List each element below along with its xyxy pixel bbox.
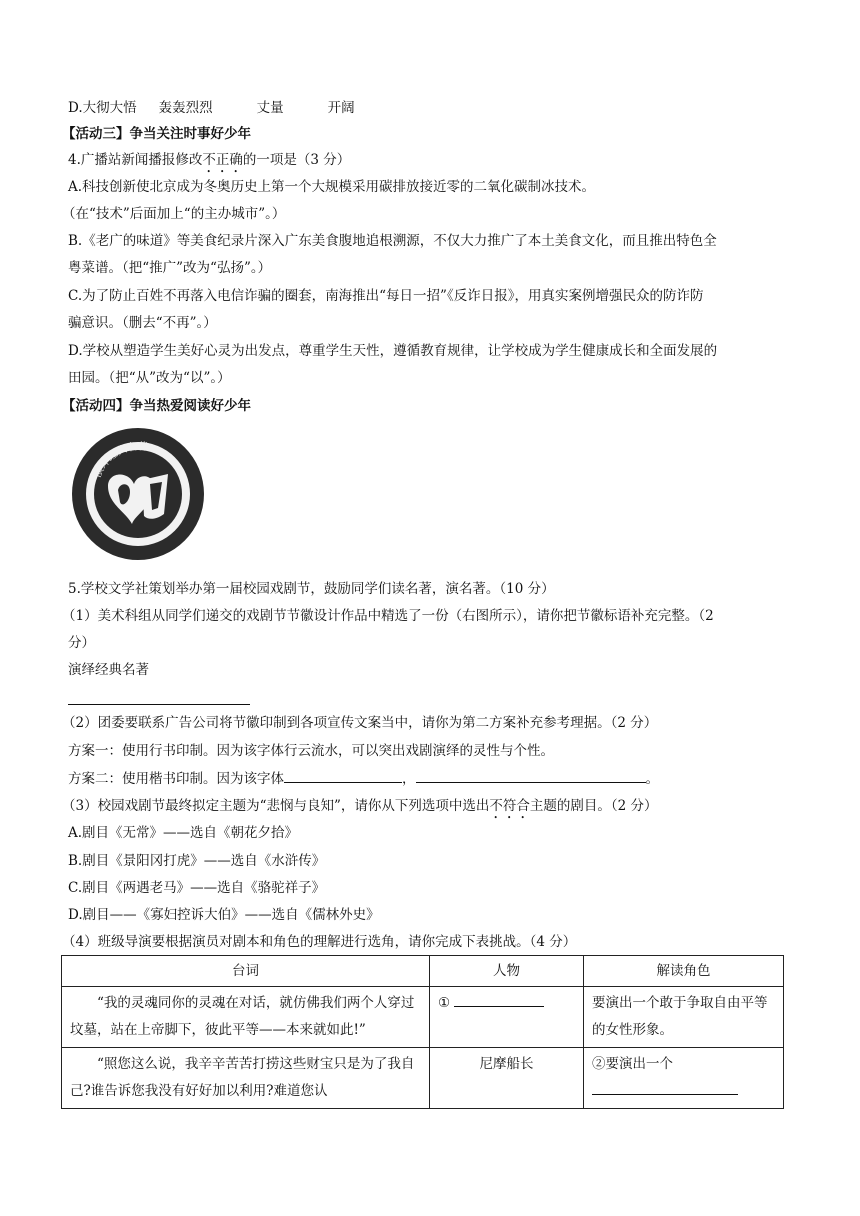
casting-table — [61, 955, 784, 1109]
q3-option-d-word1: 轰轰烈烈 — [158, 100, 213, 116]
q5-option-b: B.剧目《景阳冈打虎》——选自《水浒传》 — [68, 853, 326, 869]
row1-person-blank[interactable] — [454, 992, 544, 1007]
plan-two-end: 。 — [645, 771, 659, 787]
q5-part4: （4）班级导演要根据演员对剧本和角色的理解进行选角，请你完成下表挑战。（4 分） — [62, 934, 577, 950]
q4-stem-score: 的一项是（3 分） — [242, 152, 351, 168]
header-person: 人物 — [430, 956, 584, 987]
emblem-ring-text: 演绎经典名著 — [92, 441, 148, 480]
q5-part3-score: 主题的剧目。（2 分） — [529, 798, 658, 814]
plan-two — [68, 768, 659, 789]
q4-stem — [68, 150, 350, 176]
slogan-answer-blank[interactable] — [68, 704, 250, 705]
plan-two-blank-1[interactable] — [284, 768, 402, 783]
row2-person: 尼摩船长 — [430, 1048, 584, 1109]
table-row — [62, 1048, 784, 1109]
row2-role-blank[interactable] — [592, 1080, 738, 1095]
q4-stem-emphasis: 不正确 — [202, 152, 243, 168]
q4-option-c-cont: 骗意识。（删去“不再”。） — [68, 315, 217, 331]
q3-option-d-prefix: D.大彻大悟 — [68, 100, 137, 116]
q4-stem-text: 4.广播站新闻播报修改 — [68, 152, 203, 168]
row2-line: “照您这么说，我辛辛苦苦打捞这些财宝只是为了我自己?谁告诉您我没有好好加以利用?难道您认 — [62, 1048, 430, 1109]
plan-two-comma: ， — [402, 771, 416, 787]
table-row — [62, 987, 784, 1048]
row2-role — [584, 1048, 784, 1109]
q4-option-b-cont: 粤菜谱。（把“推广”改为“弘扬”。） — [68, 260, 272, 276]
q5-option-c: C.剧目《两遇老马》——选自《骆驼祥子》 — [68, 880, 326, 896]
row2-role-mark: ②要演出一个 — [592, 1056, 673, 1072]
q4-option-c: C.为了防止百姓不再落入电信诈骗的圈套，南海推出“每日一招”《反诈日报》，用真实案例增强民众的防诈防 — [68, 288, 704, 304]
activity3-heading: 【活动三】争当关注时事好少年 — [62, 126, 251, 142]
plan-one: 方案一：使用行书印制。因为该字体行云流水，可以突出戏剧演绎的灵性与个性。 — [68, 743, 554, 759]
q4-option-a-fix: （在“技术”后面加上“的主办城市”。） — [62, 206, 286, 222]
q5-part3-text: （3）校园戏剧节最终拟定主题为“悲悯与良知”，请你从下列选项中选出 — [62, 798, 490, 814]
activity4-heading: 【活动四】争当热爱阅读好少年 — [62, 398, 251, 414]
q3-option-d — [68, 98, 355, 118]
row1-role: 要演出一个敢于争取自由平等的女性形象。 — [584, 987, 784, 1048]
plan-two-text: 方案二：使用楷书印制。因为该字体 — [68, 771, 284, 787]
q5-part1-cont: 分） — [68, 635, 95, 651]
q5-part3-emphasis: 不符合 — [489, 798, 530, 814]
plan-two-blank-2[interactable] — [416, 768, 646, 783]
q5-stem: 5.学校文学社策划举办第一届校园戏剧节，鼓励同学们读名著，演名著。（10 分） — [68, 581, 555, 597]
q5-part2: （2）团委要联系广告公司将节徽印制到各项宣传文案当中，请你为第二方案补充参考理据。（2 分） — [62, 715, 658, 731]
q3-option-d-word3: 开阔 — [327, 100, 355, 116]
drama-festival-emblem-icon — [68, 424, 208, 562]
row1-line: “我的灵魂同你的灵魂在对话，就仿佛我们两个人穿过坟墓，站在上帝脚下，彼此平等——本来就如此!” — [62, 987, 430, 1048]
table-header-row — [62, 956, 784, 987]
q4-option-d: D.学校从塑造学生美好心灵为出发点，尊重学生天性，遵循教育规律，让学校成为学生健康成长和全面发展的 — [68, 343, 718, 359]
q4-option-b: B.《老广的味道》等美食纪录片深入广东美食腹地追根溯源，不仅大力推广了本土美食文化，而且推出特色全 — [68, 233, 717, 249]
q5-option-a: A.剧目《无常》——选自《朝花夕拾》 — [68, 825, 299, 841]
row1-person-mark: ① — [438, 995, 451, 1011]
q5-part1-answer-start: 演绎经典名著 — [68, 662, 149, 678]
q4-option-d-cont: 田园。（把“从”改为“以”。） — [68, 370, 231, 386]
q3-option-d-word2: 丈量 — [256, 100, 284, 116]
q5-part1: （1）美术科组从同学们递交的戏剧节节徽设计作品中精选了一份（右图所示），请你把节徽标语补充完整。（2 — [62, 608, 714, 624]
q5-part3 — [62, 796, 658, 822]
header-line: 台词 — [62, 956, 430, 987]
q5-option-d: D.剧目——《寡妇控诉大伯》——选自《儒林外史》 — [68, 907, 380, 923]
header-role: 解读角色 — [584, 956, 784, 987]
q4-option-a: A.科技创新使北京成为冬奥历史上第一个大规模采用碳排放接近零的二氧化碳制冰技术。 — [68, 179, 596, 195]
row1-person — [430, 987, 584, 1048]
